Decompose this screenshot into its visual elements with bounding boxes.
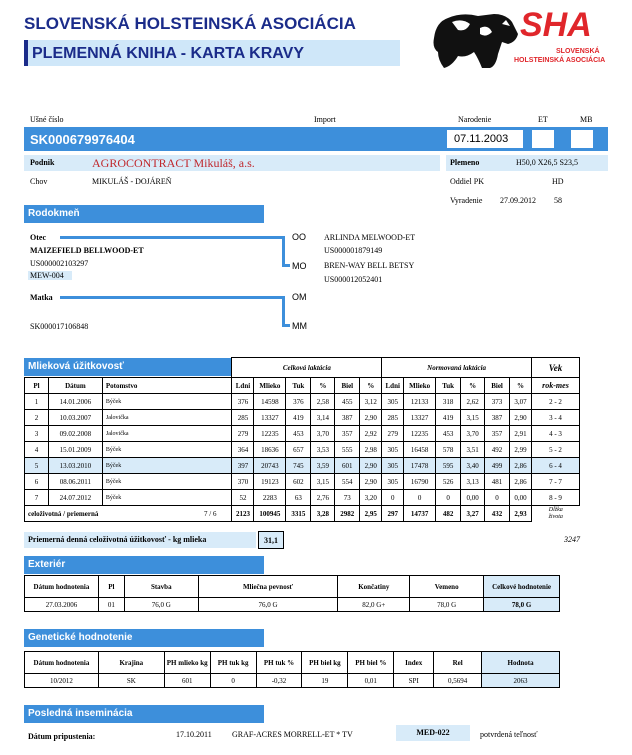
- ext-col-mliecna: Mliečna pevnosť: [198, 576, 338, 598]
- page-title: PLEMENNÁ KNIHA - KARTA KRAVY: [32, 45, 304, 62]
- genetic-table-wrap: [24, 651, 560, 688]
- milk-cell: 3,12: [360, 394, 382, 410]
- col-n-mlieko: Mlieko: [404, 378, 436, 394]
- milk-cell: 657: [286, 442, 311, 458]
- milk-cell: 08.06.2011: [48, 474, 102, 490]
- milk-cell: 3,70: [311, 426, 335, 442]
- milk-cell: 745: [286, 458, 311, 474]
- total-mlieko: 100945: [254, 506, 286, 522]
- milk-cell: 12235: [404, 426, 436, 442]
- gen-col-ph-biel-kg: PH biel kg: [302, 652, 348, 674]
- mo-label: MO: [292, 261, 307, 271]
- milk-cell: 279: [232, 426, 254, 442]
- matka-id: SK000017106848: [30, 322, 89, 331]
- gen-krajina: SK: [98, 674, 164, 688]
- milk-cell: 2,76: [311, 490, 335, 506]
- ext-col-vemeno: Vemeno: [410, 576, 484, 598]
- milk-cell: 2,58: [311, 394, 335, 410]
- col-pl: Pl: [25, 378, 49, 394]
- col-ldni: Ldni: [232, 378, 254, 394]
- podnik-value: AGROCONTRACT Mikuláš, a.s.: [92, 156, 255, 170]
- total-n-tuk: 482: [436, 506, 461, 522]
- milk-cell: Býček: [102, 490, 232, 506]
- genetic-header-row: [25, 652, 560, 674]
- otec-line: [60, 236, 284, 239]
- milk-cell: 0: [436, 490, 461, 506]
- insemination-date: 17.10.2011: [176, 730, 212, 739]
- milk-cell: 285: [232, 410, 254, 426]
- milk-table: [24, 357, 580, 522]
- milk-cell: 279: [382, 426, 404, 442]
- exterier-value-row: [25, 598, 560, 612]
- milk-column-header-row: [25, 378, 580, 394]
- dlzka-label2: života: [548, 513, 563, 520]
- milk-cell: 3,15: [311, 474, 335, 490]
- milk-cell: 17478: [404, 458, 436, 474]
- col-n-tuk: Tuk: [436, 378, 461, 394]
- milk-cell: 19123: [254, 474, 286, 490]
- milk-cell: 2,90: [510, 410, 532, 426]
- genetic-table: [24, 651, 560, 688]
- total-ldni: 2123: [232, 506, 254, 522]
- col-tuk: Tuk: [286, 378, 311, 394]
- milk-cell: 2283: [254, 490, 286, 506]
- milk-cell: 2,90: [360, 474, 382, 490]
- exterier-table-wrap: [24, 575, 560, 612]
- milk-cell: 63: [286, 490, 311, 506]
- gen-col-datum: Dátum hodnotenia: [25, 652, 99, 674]
- milk-cell: 6: [25, 474, 49, 490]
- mb-label: MB: [580, 115, 593, 124]
- milk-cell: 2,91: [510, 426, 532, 442]
- milk-table-wrap: [24, 357, 580, 522]
- milk-cell: 15.01.2009: [48, 442, 102, 458]
- milk-cell: 4: [25, 442, 49, 458]
- total-n-mlieko: 14737: [404, 506, 436, 522]
- col-biel-pct: %: [360, 378, 382, 394]
- milk-cell: 7 - 7: [531, 474, 579, 490]
- milk-cell: 0: [404, 490, 436, 506]
- milk-cell: 0,00: [510, 490, 532, 506]
- genetic-value-row: [25, 674, 560, 688]
- otec-branch-line: [282, 236, 285, 266]
- milk-cell: 4 - 3: [531, 426, 579, 442]
- milk-cell: Býček: [102, 474, 232, 490]
- gen-ph-biel-kg: 19: [302, 674, 348, 688]
- milk-row: [25, 490, 580, 506]
- milk-cell: 13327: [404, 410, 436, 426]
- milk-cell: 555: [335, 442, 360, 458]
- milk-cell: 10.03.2007: [48, 410, 102, 426]
- milk-cell: 09.02.2008: [48, 426, 102, 442]
- logo-sub2: HOLSTEINSKÁ ASOCIÁCIA: [514, 57, 606, 64]
- total-n-tuk-pct: 3,27: [461, 506, 485, 522]
- milk-cell: 2 - 2: [531, 394, 579, 410]
- genetic-header: Genetické hodnotenie: [24, 629, 264, 647]
- gen-col-rel: Rel: [434, 652, 482, 674]
- vyradenie-code: 58: [554, 196, 562, 205]
- milk-cell: 0: [382, 490, 404, 506]
- col-vek: rok-mes: [531, 378, 579, 394]
- milk-cell: 305: [382, 442, 404, 458]
- organization-title: SLOVENSKÁ HOLSTEINSKÁ ASOCIÁCIA: [24, 14, 356, 33]
- narodenie-value: 07.11.2003: [454, 133, 509, 145]
- insemination-code: MED-022: [396, 725, 470, 741]
- ext-col-pl: Pl: [98, 576, 124, 598]
- milk-cell: 453: [436, 426, 461, 442]
- gen-rel: 0,5694: [434, 674, 482, 688]
- ext-koncatiny: 82,0 G+: [338, 598, 410, 612]
- gen-col-hodnota: Hodnota: [482, 652, 560, 674]
- milk-cell: 6 - 4: [531, 458, 579, 474]
- vek-header: Vek: [531, 358, 579, 378]
- normovana-header: Normovaná laktácia: [382, 358, 532, 378]
- milk-row: [25, 442, 580, 458]
- chov-label: Chov: [30, 177, 48, 186]
- milk-total-row: [25, 506, 580, 522]
- milk-cell: 387: [335, 410, 360, 426]
- col-n-tuk-pct: %: [461, 378, 485, 394]
- milk-cell: 397: [232, 458, 254, 474]
- exterier-header-row: [25, 576, 560, 598]
- om-label: OM: [292, 292, 307, 302]
- milk-cell: 364: [232, 442, 254, 458]
- milk-cell: 2,92: [360, 426, 382, 442]
- milk-cell: Jalovička: [102, 426, 232, 442]
- oo-name: ARLINDA MELWOOD-ET: [324, 233, 416, 242]
- milk-cell: 14598: [254, 394, 286, 410]
- chov-value: MIKULÁŠ - DOJÁREŇ: [92, 177, 172, 186]
- plemeno-label: Plemeno: [450, 158, 480, 167]
- milk-cell: 2,90: [360, 458, 382, 474]
- milk-cell: 73: [335, 490, 360, 506]
- logo-text: SHA: [520, 6, 592, 44]
- total-n-biel: 432: [485, 506, 510, 522]
- total-biel: 2982: [335, 506, 360, 522]
- milk-cell: 2,99: [510, 442, 532, 458]
- milk-cell: 3: [25, 426, 49, 442]
- milk-cell: 52: [232, 490, 254, 506]
- gen-ph-mlieko: 601: [164, 674, 210, 688]
- milk-cell: 526: [436, 474, 461, 490]
- gen-ph-tuk-pct: -0,32: [256, 674, 302, 688]
- ext-col-datum: Dátum hodnotenia: [25, 576, 99, 598]
- milk-cell: 376: [232, 394, 254, 410]
- otec-name: MAIZEFIELD BELLWOOD-ET: [30, 246, 144, 255]
- col-potomstvo: Potomstvo: [102, 378, 232, 394]
- milk-cell: 12235: [254, 426, 286, 442]
- vyradenie-value: 27.09.2012: [500, 196, 536, 205]
- mm-label: MM: [292, 321, 307, 331]
- gen-col-ph-tuk-kg: PH tuk kg: [210, 652, 256, 674]
- milk-cell: 13.03.2010: [48, 458, 102, 474]
- milk-cell: 3,59: [311, 458, 335, 474]
- usne-cislo-value: SK000679976404: [30, 132, 135, 147]
- milk-cell: 499: [485, 458, 510, 474]
- avg-label: Priemerná denná celoživotná úžitkovosť - kg mlieka: [28, 535, 207, 544]
- otec-code: MEW-004: [28, 271, 72, 280]
- milk-cell: 453: [286, 426, 311, 442]
- milk-cell: 1: [25, 394, 49, 410]
- milk-cell: 2,90: [360, 410, 382, 426]
- col-biel: Biel: [335, 378, 360, 394]
- milk-cell: 305: [382, 394, 404, 410]
- milk-cell: 602: [286, 474, 311, 490]
- milk-cell: 24.07.2012: [48, 490, 102, 506]
- milk-header: Mlieková úžitkovosť: [24, 358, 232, 376]
- milk-cell: 3,53: [311, 442, 335, 458]
- milk-cell: 3,70: [461, 426, 485, 442]
- milk-cell: 492: [485, 442, 510, 458]
- gen-col-index: Index: [394, 652, 434, 674]
- mo-name: BREN-WAY BELL BETSY: [324, 261, 415, 270]
- ext-mliecna: 76,0 G: [198, 598, 338, 612]
- mb-box: [570, 129, 594, 149]
- milk-cell: 16458: [404, 442, 436, 458]
- milk-cell: 373: [485, 394, 510, 410]
- insemination-bull: GRAF-ACRES MORRELL-ET * TV: [232, 730, 353, 739]
- exterier-table: [24, 575, 560, 612]
- total-n-biel-pct: 2,93: [510, 506, 532, 522]
- dlzka-value: 3247: [564, 535, 580, 544]
- total-biel-pct: 2,95: [360, 506, 382, 522]
- gen-ph-tuk-kg: 0: [210, 674, 256, 688]
- milk-cell: 370: [232, 474, 254, 490]
- milk-cell: 13327: [254, 410, 286, 426]
- milk-cell: 20743: [254, 458, 286, 474]
- milk-cell: 5 - 2: [531, 442, 579, 458]
- insemination-status: potvrdená teľnosť: [480, 730, 538, 739]
- milk-row: [25, 426, 580, 442]
- oddiel-label: Oddiel PK: [450, 177, 484, 186]
- mo-id: US000012052401: [324, 275, 383, 284]
- milk-cell: 419: [436, 410, 461, 426]
- dlzka-label-cell: [531, 506, 579, 522]
- ext-col-celkove: Celkové hodnotenie: [484, 576, 560, 598]
- milk-cell: 3,40: [461, 458, 485, 474]
- milk-cell: 2,62: [461, 394, 485, 410]
- total-tuk: 3315: [286, 506, 311, 522]
- vyradenie-label: Vyradenie: [450, 196, 483, 205]
- mm-line: [282, 324, 290, 327]
- gen-col-ph-tuk-pct: PH tuk %: [256, 652, 302, 674]
- insemination-label: Dátum pripustenia:: [28, 732, 96, 741]
- otec-id: US000002103297: [30, 259, 89, 268]
- gen-ph-biel-pct: 0,01: [348, 674, 394, 688]
- mo-line: [282, 264, 290, 267]
- milk-row: [25, 394, 580, 410]
- plemeno-value: H50,0 X26,5 S23,5: [516, 158, 579, 167]
- ext-celkove: 78,0 G: [484, 598, 560, 612]
- col-n-biel-pct: %: [510, 378, 532, 394]
- milk-cell: 3,07: [510, 394, 532, 410]
- milk-cell: 3,20: [360, 490, 382, 506]
- et-label: ET: [538, 115, 548, 124]
- narodenie-label: Narodenie: [458, 115, 492, 124]
- milk-cell: 3,14: [311, 410, 335, 426]
- total-n-ldni: 297: [382, 506, 404, 522]
- milk-cell: Býček: [102, 458, 232, 474]
- oo-id: US000001879149: [324, 246, 383, 255]
- milk-cell: 12133: [404, 394, 436, 410]
- milk-cell: 3,13: [461, 474, 485, 490]
- matka-branch-line: [282, 296, 285, 326]
- milk-cell: 305: [382, 458, 404, 474]
- milk-cell: 387: [485, 410, 510, 426]
- gen-index: SPI: [394, 674, 434, 688]
- milk-row: [25, 410, 580, 426]
- milk-cell: 578: [436, 442, 461, 458]
- import-label: Import: [314, 115, 336, 124]
- col-datum: Dátum: [48, 378, 102, 394]
- milk-cell: 0: [485, 490, 510, 506]
- col-n-ldni: Ldni: [382, 378, 404, 394]
- ext-vemeno: 78,0 G: [410, 598, 484, 612]
- milk-cell: 8 - 9: [531, 490, 579, 506]
- milk-group-header-row: [25, 358, 580, 378]
- matka-line: [60, 296, 284, 299]
- milk-cell: 601: [335, 458, 360, 474]
- otec-label: Otec: [30, 233, 46, 242]
- milk-cell: 2,98: [360, 442, 382, 458]
- milk-cell: 3 - 4: [531, 410, 579, 426]
- total-label: celoživotná / priemerná: [28, 509, 99, 518]
- milk-cell: 419: [286, 410, 311, 426]
- gen-col-ph-mlieko: PH mlieko kg: [164, 652, 210, 674]
- milk-cell: 0,00: [461, 490, 485, 506]
- milk-cell: 357: [485, 426, 510, 442]
- col-mlieko: Mlieko: [254, 378, 286, 394]
- rodokmen-header: Rodokmeň: [24, 205, 264, 223]
- ext-stavba: 76,0 G: [124, 598, 198, 612]
- gen-datum: 10/2012: [25, 674, 99, 688]
- gen-col-ph-biel-pct: PH biel %: [348, 652, 394, 674]
- milk-row: [25, 474, 580, 490]
- milk-cell: 5: [25, 458, 49, 474]
- ext-col-stavba: Stavba: [124, 576, 198, 598]
- podnik-label: Podnik: [30, 158, 55, 167]
- oo-label: OO: [292, 232, 307, 242]
- avg-value: 31,1: [258, 531, 284, 549]
- milk-cell: 318: [436, 394, 461, 410]
- milk-row: [25, 458, 580, 474]
- milk-cell: 3,51: [461, 442, 485, 458]
- col-n-biel: Biel: [485, 378, 510, 394]
- gen-hodnota: 2063: [482, 674, 560, 688]
- usne-cislo-label: Ušné číslo: [30, 115, 64, 124]
- celkova-header: Celková laktácia: [232, 358, 382, 378]
- milk-cell: 285: [382, 410, 404, 426]
- dlzka-label1: Dĺžka: [548, 506, 563, 513]
- milk-cell: 7: [25, 490, 49, 506]
- total-count: 7 / 6: [204, 509, 217, 518]
- logo-sub1: SLOVENSKÁ: [556, 48, 600, 55]
- milk-cell: Býček: [102, 394, 232, 410]
- total-cell: [25, 506, 232, 522]
- matka-label: Matka: [30, 293, 53, 302]
- milk-cell: 2,86: [510, 474, 532, 490]
- milk-cell: 376: [286, 394, 311, 410]
- milk-cell: Býček: [102, 442, 232, 458]
- gen-col-krajina: Krajina: [98, 652, 164, 674]
- milk-cell: 14.01.2006: [48, 394, 102, 410]
- ext-datum: 27.03.2006: [25, 598, 99, 612]
- col-tuk-pct: %: [311, 378, 335, 394]
- oddiel-value: HD: [552, 177, 564, 186]
- milk-cell: 16790: [404, 474, 436, 490]
- et-box: [531, 129, 555, 149]
- milk-cell: 554: [335, 474, 360, 490]
- milk-cell: Jalovička: [102, 410, 232, 426]
- milk-cell: 481: [485, 474, 510, 490]
- milk-cell: 18636: [254, 442, 286, 458]
- ext-pl: 01: [98, 598, 124, 612]
- milk-cell: 455: [335, 394, 360, 410]
- total-tuk-pct: 3,28: [311, 506, 335, 522]
- milk-cell: 595: [436, 458, 461, 474]
- exterier-header: Exteriér: [24, 556, 264, 574]
- insemination-header: Posledná inseminácia: [24, 705, 264, 723]
- milk-cell: 2,86: [510, 458, 532, 474]
- milk-cell: 305: [382, 474, 404, 490]
- milk-cell: 3,15: [461, 410, 485, 426]
- ext-col-koncatiny: Končatiny: [338, 576, 410, 598]
- milk-cell: 357: [335, 426, 360, 442]
- milk-cell: 2: [25, 410, 49, 426]
